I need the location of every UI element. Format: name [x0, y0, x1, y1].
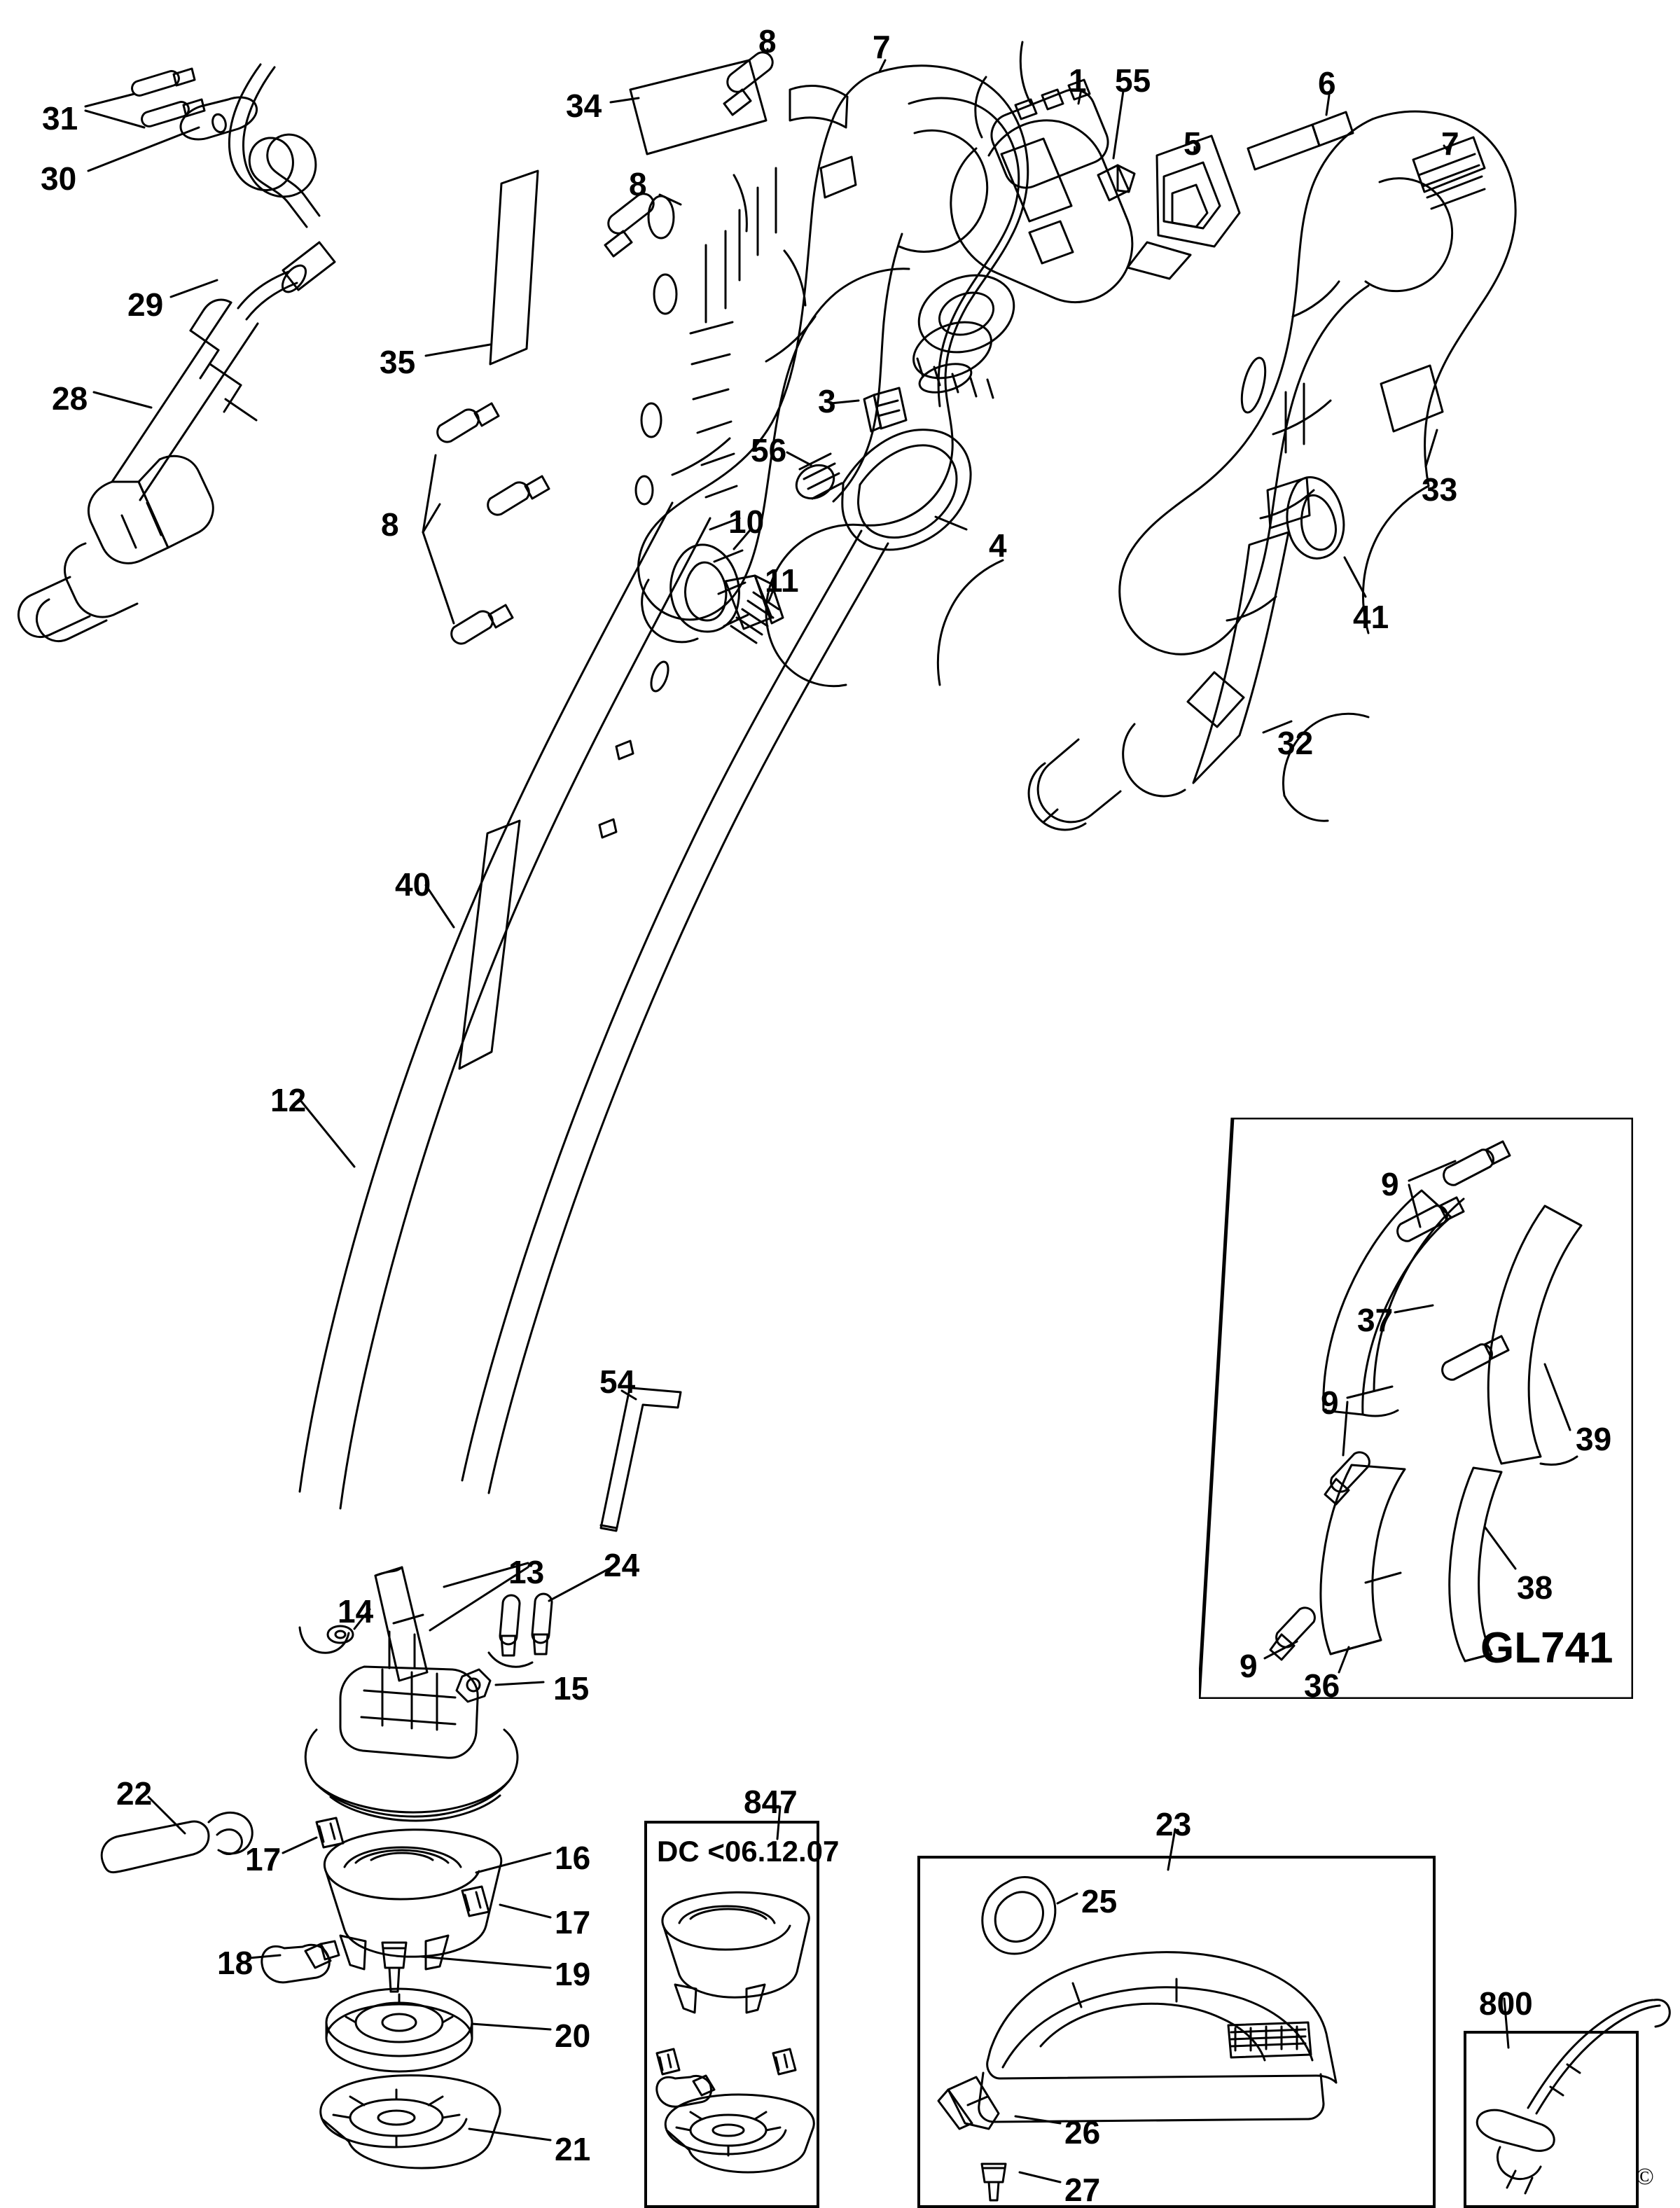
- callout-6: 6: [1318, 65, 1336, 102]
- callout-1: 1: [1069, 62, 1087, 99]
- callout-11: 11: [765, 562, 799, 599]
- part-21-cover: [321, 2076, 500, 2168]
- callout-4: 4: [989, 527, 1007, 564]
- part-35-decal: [490, 171, 538, 364]
- callout-30: 30: [41, 160, 77, 197]
- part-33-decal: [1381, 366, 1443, 431]
- part-13-spindle: [375, 1567, 427, 1681]
- part-22-tool: [102, 1812, 252, 1872]
- part-24-screws: [500, 1594, 552, 1655]
- callout-29: 29: [127, 286, 164, 323]
- callout-26: 26: [1064, 2114, 1101, 2151]
- callout-25: 25: [1081, 1883, 1118, 1919]
- part-40-decal: [459, 821, 520, 1069]
- callout-10: 10: [728, 504, 765, 540]
- part-8-screws: [438, 53, 773, 644]
- callout-3: 3: [818, 383, 836, 419]
- part-29-cable: [229, 64, 335, 319]
- callout-31: 31: [42, 100, 78, 137]
- callout-7-left: 7: [873, 29, 891, 65]
- part-19-screw: [382, 1943, 406, 1992]
- callout-19: 19: [555, 1956, 591, 1992]
- part-31-screws: [132, 69, 204, 126]
- part-30-clamp: [181, 97, 256, 139]
- callout-28: 28: [52, 380, 88, 417]
- callout-35: 35: [380, 344, 416, 380]
- callout-800: 800: [1479, 1985, 1533, 2022]
- callout-27: 27: [1064, 2172, 1101, 2208]
- callout-8-top: 8: [758, 23, 777, 60]
- dc-panel-847: [644, 1821, 819, 2208]
- callout-8-lower: 8: [381, 506, 399, 543]
- part-41-grommet: [1287, 477, 1344, 558]
- gl741-model-label: GL741: [1480, 1624, 1613, 1672]
- part-15-nut: [457, 1669, 490, 1702]
- callout-15: 15: [553, 1670, 590, 1707]
- part-17-tabs: [317, 1818, 489, 1916]
- callout-14: 14: [338, 1593, 374, 1630]
- part-7-left-housing: [636, 66, 1028, 686]
- part-16-spool-housing: [324, 1830, 501, 1969]
- callout-8-mid: 8: [629, 166, 647, 202]
- callout-41: 41: [1353, 599, 1389, 635]
- part-6-strip: [1248, 112, 1353, 169]
- callout-5: 5: [1183, 125, 1202, 162]
- callout-40: 40: [395, 866, 431, 903]
- guard-panel-23: [917, 1856, 1436, 2208]
- part-54-allen-key: [601, 1388, 681, 1531]
- callout-847: 847: [744, 1784, 798, 1820]
- callout-23: 23: [1155, 1806, 1192, 1842]
- callout-17-b: 17: [555, 1904, 591, 1940]
- part-55-clip: [1098, 165, 1134, 200]
- callout-9-b: 9: [1321, 1384, 1339, 1421]
- copyright-mark: ©: [1636, 2164, 1654, 2190]
- part-34-decal: [630, 60, 766, 154]
- part-32-decal: [1193, 532, 1289, 783]
- part-1-motor: [905, 42, 1132, 398]
- callout-36: 36: [1304, 1667, 1340, 1704]
- callout-13: 13: [508, 1554, 545, 1590]
- dc-panel-note: DC <06.12.07: [657, 1835, 840, 1868]
- trimmer-head-assembly: [305, 1632, 518, 1821]
- callout-17-a: 17: [245, 1841, 282, 1877]
- callout-24: 24: [604, 1547, 640, 1583]
- callout-9-a: 9: [1381, 1166, 1399, 1202]
- callout-55: 55: [1115, 62, 1151, 99]
- callout-33: 33: [1422, 471, 1458, 508]
- callout-39: 39: [1576, 1421, 1612, 1457]
- part-18-lever: [262, 1941, 339, 1983]
- callout-37: 37: [1357, 1302, 1394, 1338]
- callout-34: 34: [566, 88, 602, 124]
- callout-32: 32: [1277, 725, 1314, 761]
- callout-54: 54: [599, 1363, 636, 1400]
- part-20-spool: [326, 1989, 472, 2071]
- part-4-guard: [842, 430, 971, 550]
- callout-12: 12: [270, 1082, 307, 1118]
- part-12-shaft: [300, 503, 888, 1667]
- part-56-spring: [791, 454, 842, 505]
- callout-9-c: 9: [1240, 1648, 1258, 1684]
- callout-38: 38: [1517, 1569, 1553, 1606]
- callout-16: 16: [555, 1840, 591, 1876]
- callout-20: 20: [555, 2018, 591, 2054]
- part-3-bushing: [864, 388, 906, 431]
- callout-21: 21: [555, 2131, 591, 2167]
- gl741-panel: [1199, 1118, 1633, 1699]
- part-28-plug: [18, 456, 213, 641]
- callout-18: 18: [217, 1945, 254, 1981]
- callout-56: 56: [751, 432, 787, 468]
- part-28-cord: [112, 300, 258, 500]
- product-panel-800: [1464, 2031, 1639, 2208]
- callout-22: 22: [116, 1775, 153, 1812]
- part-11-spring: [731, 592, 779, 643]
- callout-7-right: 7: [1441, 125, 1459, 162]
